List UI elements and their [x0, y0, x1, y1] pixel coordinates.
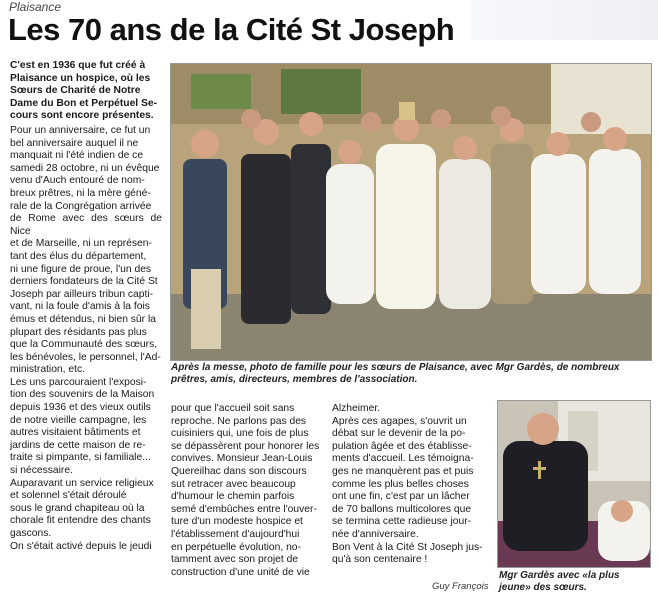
text-line: comme les plus belles choses	[332, 478, 469, 490]
text-line: se dépassèrent pour honorer les	[171, 440, 320, 452]
text-line: jardins de cette maison de re-	[10, 439, 146, 451]
text-line: vant, ni la foule d'amis à la fois	[10, 301, 150, 313]
text-line: les bénévoles, le personnel, l'Ad-	[10, 351, 161, 363]
text-line: débat sur le devenir de la po-	[332, 428, 466, 440]
text-line: Plaisance un hospice, où les	[10, 72, 151, 84]
text-line: et solennel s'était déroulé	[10, 490, 127, 502]
text-line: ministration, etc.	[10, 364, 85, 376]
text-line: tant des élus du département,	[10, 250, 147, 262]
text-line: Les uns parcouraient l'exposi-	[10, 376, 147, 388]
text-line: samedi 28 octobre, ni un évêque	[10, 162, 160, 174]
bishop-photo-caption	[499, 570, 651, 594]
text-line: rale de la Congrégation arrivée	[10, 200, 152, 212]
text-line: Dame du Bon et Perpétuel Se-	[10, 97, 158, 109]
text-line: convives. Monsieur Jean-Louis	[171, 453, 313, 465]
text-line: jeune» des sœurs.	[499, 582, 587, 593]
text-line: cuisiniers qui, une fois de plus	[171, 428, 309, 440]
text-line: pulation âgée et des établisse-	[332, 440, 472, 452]
text-line: bel anniversaire auquel il ne	[10, 137, 139, 149]
text-line: tamment avec son projet de	[171, 554, 299, 566]
text-line: Mgr Gardès avec «la plus	[499, 570, 620, 581]
text-line: plupart des résidants pas plus	[10, 326, 147, 338]
text-line: Bon Vent à la Cité St Joseph jus-	[332, 541, 483, 553]
body-column-3	[332, 403, 490, 567]
group-photo-illustration	[171, 64, 651, 360]
text-line: venu d'Auch entouré de nom-	[10, 175, 145, 187]
text-line: Après la messe, photo de famille pour les sœurs de Plaisance, avec Mgr Gardès, de nombreux	[171, 362, 620, 373]
text-line: d'humour le chemin parfois	[171, 491, 295, 503]
text-line: Quereilhac dans son discours	[171, 465, 307, 477]
text-line: que la Communauté des sœurs,	[10, 339, 158, 351]
text-line: reproche. Ne parlons pas des	[171, 415, 307, 427]
text-line: Alzheimer.	[332, 403, 381, 414]
text-line: On s'était activé depuis le jeudi	[10, 540, 152, 552]
text-line: de 70 ballons multicolores que	[332, 503, 472, 515]
text-line: sut retracer avec beaucoup	[171, 478, 296, 490]
text-line: ni une figure de proue, l'un des	[10, 263, 152, 275]
text-line: C'est en 1936 que fut créé à	[10, 60, 146, 71]
text-line: ont une fin, c'est par un lâcher	[332, 491, 470, 503]
text-line: tion des souvenirs de la Maison	[10, 389, 155, 401]
text-line: Sœurs de Charité de Notre	[10, 85, 141, 97]
article-headline: Les 70 ans de la Cité St Joseph	[8, 12, 455, 47]
text-line: ments d'accueil. Les témoigna-	[332, 453, 474, 465]
text-line: pour que l'accueil soit sans	[171, 403, 295, 414]
text-line: cours sont encore présentes.	[10, 110, 154, 122]
text-line: Après ces agapes, s'ouvrit un	[332, 415, 467, 427]
text-line: manquait ni l'été indien de ce	[10, 150, 144, 162]
bishop-photo	[497, 400, 651, 568]
text-line: et de Marseille, ni un représen-	[10, 238, 152, 250]
text-line: de Rome avec des sœurs de Nice	[10, 213, 162, 237]
text-line: breux prêtres, ni la mère géné-	[10, 187, 151, 199]
text-line: derniers fondateurs de la Cité St	[10, 276, 158, 288]
background-title-strip	[470, 0, 658, 40]
body-column-2	[171, 403, 323, 579]
group-photo-caption	[171, 362, 651, 386]
text-line: si nécessaire.	[10, 465, 73, 477]
author-byline: Guy François	[432, 581, 489, 592]
text-line: Joseph par ailleurs tribun capti-	[10, 288, 154, 300]
text-line: ges ne manquèrent pas et puis	[332, 465, 474, 477]
bishop-photo-illustration	[498, 401, 650, 567]
text-line: Auparavant un service religieux	[10, 477, 154, 489]
section-kicker: Plaisance	[9, 0, 62, 14]
lead-paragraph	[10, 60, 162, 123]
text-line: l'établissement d'aujourd'hui	[171, 528, 300, 540]
text-line: ture d'un modeste hospice et	[171, 516, 303, 528]
text-line: chorale fit entendre des chants	[10, 515, 151, 527]
text-line: émus et détendus, ni bien sûr la	[10, 313, 156, 325]
text-line: traite si pimpante, si familiale...	[10, 452, 151, 464]
text-line: se termina cette radieuse jour-	[332, 516, 472, 528]
text-line: autres visitaient bâtiments et	[10, 427, 141, 439]
text-line: Pour un anniversaire, ce fut un	[10, 125, 151, 136]
text-line: prêtres, amis, directeurs, membres de l'association.	[171, 374, 418, 385]
text-line: gascons.	[10, 528, 52, 539]
text-line: née d'anniversaire.	[332, 528, 419, 540]
group-photo	[170, 63, 652, 361]
text-line: depuis 1936 et des vieux outils	[10, 402, 151, 414]
text-line: en perpétuelle évolution, no-	[171, 541, 301, 553]
text-line: de notre vieille campagne, les	[10, 414, 147, 426]
body-column-1	[10, 125, 162, 553]
text-line: qu'à son centenaire !	[332, 554, 428, 566]
text-line: semé d'embûches entre l'ouver-	[171, 503, 317, 515]
text-line: sous le grand chapiteau où la	[10, 502, 145, 514]
text-line: construction d'une unité de vie	[171, 566, 310, 578]
